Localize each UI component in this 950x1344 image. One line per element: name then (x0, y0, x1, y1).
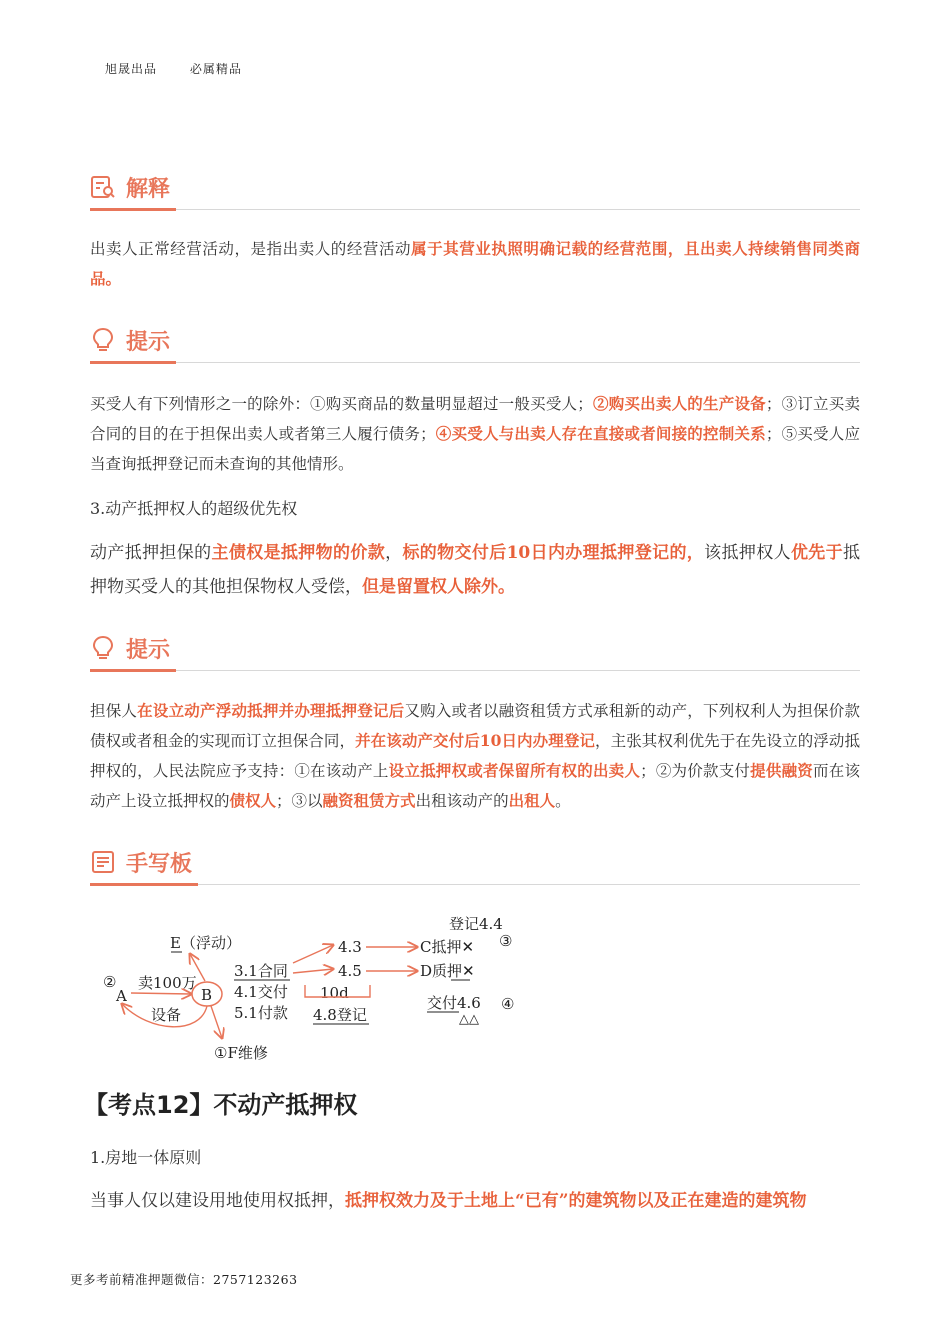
arrow-b-to-f (211, 1006, 222, 1038)
text: 而在该动产上设立抵押权的 (90, 762, 860, 810)
section-jieshi (90, 166, 860, 210)
highlight-text: 优先于 (790, 543, 844, 563)
highlight-text: 在设立动产浮动抵押并办理抵押登记后 (137, 701, 405, 720)
paragraph-floating-mortgage (90, 696, 860, 816)
text: ；③订立买卖合同的目的在于担保出卖人或者第三人履行债务； (90, 395, 860, 443)
label-10d: 10d (320, 984, 349, 1002)
label-equipment: 设备 (151, 1006, 182, 1024)
text: ；③以 (276, 792, 323, 810)
label-contract: 3.1合同 (234, 962, 288, 980)
label-deliver46: 交付4.6 (427, 994, 481, 1012)
page-footer: 更多考前精准押题微信：2757123263 (70, 1272, 298, 1287)
text: 出卖人正常经营活动，是指出卖人的经营活动 (90, 240, 412, 258)
label-4-3: 4.3 (338, 938, 362, 956)
label-pay: 5.1付款 (234, 1004, 288, 1022)
node-b: B (201, 986, 213, 1004)
text: ；②为价款支付 (640, 762, 751, 780)
page-header (105, 60, 270, 77)
highlight-text: 抵押权效力及于土地上“已有”的建筑物以及正在建造的建筑物 (345, 1191, 807, 1211)
arrow-to-4-3 (293, 945, 333, 963)
lightbulb-icon (90, 327, 116, 353)
highlight-text: 但是留置权人除外。 (362, 577, 515, 597)
highlight-text: 提供融资 (750, 761, 814, 780)
text: 。 (555, 792, 571, 810)
section-title: 提示 (126, 330, 171, 355)
arrow-to-4-5 (293, 969, 333, 973)
highlight-text: 主债权是抵押物的价款 (211, 543, 386, 563)
node-a: A (116, 987, 127, 1005)
section-title: 解释 (126, 177, 171, 202)
highlight-text: 融资租赁方式 (322, 791, 416, 810)
label-deliver: 4.1交付 (234, 983, 288, 1001)
highlight-text: 属于其营业执照明确记载的经营范围，且出卖人持续销售同类商品。 (90, 239, 860, 288)
text: 又购入或者以融资租赁方式承租新的动产，下列权利人为担保价款债权或者租金的实现而订立担保合同， (90, 702, 860, 750)
paragraph-exceptions (90, 389, 860, 479)
text: ， (385, 543, 403, 563)
label-reg44: 登记4.4 (449, 915, 503, 933)
label-circled-3: ③ (499, 932, 513, 950)
subtitle-land-house: 1.房地一体原则 (90, 1148, 202, 1167)
text: 担保人 (90, 702, 138, 720)
text: 买受人有下列情形之一的除外：①购买商品的数量明显超过一般买受人； (90, 395, 593, 413)
lightbulb-icon (90, 635, 116, 661)
search-doc-icon (90, 174, 116, 200)
highlight-text: 设立抵押权或者保留所有权的出卖人 (388, 761, 641, 780)
section-title: 手写板 (126, 852, 193, 877)
text: ；⑤买受人应当查询抵押登记而未查询的其他情形。 (90, 425, 860, 473)
text: 动产抵押担保的 (90, 543, 212, 563)
subtitle-super-priority: 3.动产抵押权人的超级优先权 (90, 499, 298, 518)
label-d-pledge: D质押✕ (420, 962, 475, 980)
label-4-5: 4.5 (338, 962, 362, 980)
label-c-mortgage: C抵押✕ (420, 938, 475, 956)
highlight-text: 出租人 (508, 791, 556, 810)
text: 抵押物买受人的其他担保物权人受偿， (90, 543, 861, 597)
highlight-text: 债权人 (229, 791, 277, 810)
section-title: 提示 (126, 638, 171, 663)
label-circled-4: ④ (501, 995, 515, 1013)
handwriting-diagram (0, 905, 950, 1075)
text: 出租该动产的 (415, 792, 509, 810)
section-tishi-2 (90, 627, 860, 671)
kaodian-title: 【考点12】不动产抵押权 (84, 1091, 358, 1119)
highlight-text: 标的物交付后10日内办理抵押登记的， (402, 543, 705, 563)
text: 当事人仅以建设用地使用权抵押， (90, 1191, 345, 1211)
text: ，主张其权利优先于在先设立的浮动抵押权的，人民法院应予支持：①在该动产上 (90, 732, 860, 780)
paragraph-explanation (90, 234, 860, 294)
highlight-text: 并在该动产交付后10日内办理登记 (355, 731, 596, 750)
label-circled-2: ② (103, 973, 117, 991)
text: 该抵押权人 (704, 543, 791, 563)
highlight-text: ④买受人与出卖人存在直接或者间接的控制关系 (435, 424, 766, 443)
section-tishi-1 (90, 319, 860, 363)
header-right: 必属精品 (189, 62, 242, 76)
arrow-a-to-b (131, 993, 191, 994)
label-sell: 卖100万 (138, 974, 197, 992)
paragraph-land-house (90, 1184, 860, 1218)
label-triangles: △△ (459, 1012, 479, 1027)
paragraph-super-priority (90, 536, 860, 604)
notepad-icon (90, 849, 116, 875)
label-f-repair: ①F维修 (214, 1044, 268, 1062)
label-e-floating: E（浮动） (170, 934, 241, 952)
highlight-text: ②购买出卖人的生产设备 (592, 394, 766, 413)
header-left: 旭晟出品 (105, 62, 158, 76)
section-handwriting (90, 841, 860, 885)
label-reg48: 4.8登记 (313, 1006, 367, 1024)
